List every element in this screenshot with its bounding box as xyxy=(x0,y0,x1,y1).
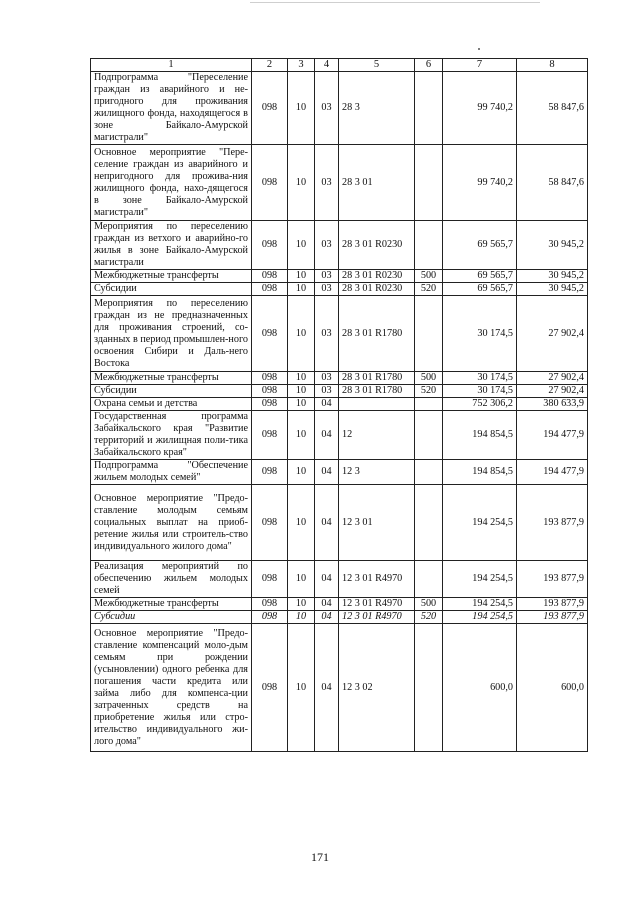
row-code-cell: 098 xyxy=(252,283,288,296)
row-amount-cell: 194 854,5 xyxy=(443,460,517,485)
scan-artifact-dot xyxy=(478,48,480,50)
row-subsection-cell: 04 xyxy=(315,561,339,598)
row-code-cell: 098 xyxy=(252,145,288,221)
row-amount-cell: 30 945,2 xyxy=(517,283,588,296)
row-code-cell: 098 xyxy=(252,624,288,752)
row-expense-type-cell xyxy=(415,72,443,145)
row-target-cell: 28 3 01 R1780 xyxy=(339,385,415,398)
table-row xyxy=(91,624,588,752)
row-section-cell: 10 xyxy=(288,411,315,460)
row-target-cell: 28 3 01 xyxy=(339,145,415,221)
row-subsection-cell: 03 xyxy=(315,145,339,221)
row-amount-cell: 99 740,2 xyxy=(443,72,517,145)
row-subsection-cell: 04 xyxy=(315,485,339,561)
table-row xyxy=(91,598,588,611)
row-expense-type-cell xyxy=(415,145,443,221)
table-row xyxy=(91,460,588,485)
row-amount-cell: 30 945,2 xyxy=(517,270,588,283)
row-section-cell: 10 xyxy=(288,372,315,385)
row-subsection-cell: 03 xyxy=(315,283,339,296)
row-name-cell: Мероприятия по переселению граждан из не предназначенных для проживания строений, со-зданных в период промышлен-ного освоения Сибири и Даль-него Востока xyxy=(91,296,252,372)
table-row xyxy=(91,296,588,372)
row-subsection-cell: 03 xyxy=(315,385,339,398)
row-name-cell: Субсидии xyxy=(91,385,252,398)
row-target-cell: 28 3 01 R0230 xyxy=(339,270,415,283)
row-amount-cell: 30 945,2 xyxy=(517,221,588,270)
row-section-cell: 10 xyxy=(288,485,315,561)
row-code-cell: 098 xyxy=(252,460,288,485)
table-row xyxy=(91,398,588,411)
row-name-cell: Реализация мероприятий по обеспечению жильем молодых семей xyxy=(91,561,252,598)
row-section-cell: 10 xyxy=(288,385,315,398)
row-name-cell: Основное мероприятие "Предо-ставление компенсаций моло-дым семьям при рождении (усыновлении) одного ребенка для погашения части кредита или займа либо для компенса-ции затраченных средств на приобретение жилья или стро-ительство индивидуального жи-лого дома" xyxy=(91,624,252,752)
row-amount-cell: 194 254,5 xyxy=(443,561,517,598)
row-code-cell: 098 xyxy=(252,561,288,598)
row-target-cell: 12 xyxy=(339,411,415,460)
row-code-cell: 098 xyxy=(252,611,288,624)
page-number: 171 xyxy=(311,850,329,864)
row-expense-type-cell xyxy=(415,460,443,485)
row-amount-cell: 193 877,9 xyxy=(517,485,588,561)
scan-artifact-line xyxy=(250,2,540,3)
row-name-cell: Подпрограмма "Обеспечение жильем молодых семей" xyxy=(91,460,252,485)
header-cell: 2 xyxy=(252,59,288,72)
row-amount-cell: 30 174,5 xyxy=(443,385,517,398)
row-section-cell: 10 xyxy=(288,270,315,283)
row-expense-type-cell: 520 xyxy=(415,611,443,624)
row-target-cell: 28 3 01 R1780 xyxy=(339,372,415,385)
row-code-cell: 098 xyxy=(252,398,288,411)
row-expense-type-cell: 500 xyxy=(415,598,443,611)
row-amount-cell: 193 877,9 xyxy=(517,611,588,624)
row-name-cell: Межбюджетные трансферты xyxy=(91,598,252,611)
row-amount-cell: 27 902,4 xyxy=(517,296,588,372)
row-amount-cell: 600,0 xyxy=(517,624,588,752)
row-expense-type-cell xyxy=(415,624,443,752)
row-section-cell: 10 xyxy=(288,561,315,598)
row-amount-cell: 194 477,9 xyxy=(517,460,588,485)
row-amount-cell: 194 254,5 xyxy=(443,611,517,624)
row-section-cell: 10 xyxy=(288,296,315,372)
table-row xyxy=(91,385,588,398)
row-amount-cell: 380 633,9 xyxy=(517,398,588,411)
row-name-cell: Основное мероприятие "Пере-селение граждан из аварийного и непригодного для прожива-ния жилищного фонда, нахо-дящегося в зоне Байкало-Амурской магистрали" xyxy=(91,145,252,221)
row-target-cell: 12 3 xyxy=(339,460,415,485)
budget-table xyxy=(90,58,588,752)
row-subsection-cell: 04 xyxy=(315,611,339,624)
row-name-cell: Подпрограмма "Переселение граждан из аварийного и не-пригодного для проживания жилищного фонда, находящегося в зоне Байкало-Амурской магистрали" xyxy=(91,72,252,145)
row-code-cell: 098 xyxy=(252,221,288,270)
row-section-cell: 10 xyxy=(288,624,315,752)
table-row xyxy=(91,283,588,296)
row-amount-cell: 27 902,4 xyxy=(517,385,588,398)
row-subsection-cell: 04 xyxy=(315,460,339,485)
row-subsection-cell: 04 xyxy=(315,411,339,460)
row-expense-type-cell: 500 xyxy=(415,372,443,385)
row-section-cell: 10 xyxy=(288,611,315,624)
row-target-cell: 28 3 01 R0230 xyxy=(339,283,415,296)
row-section-cell: 10 xyxy=(288,460,315,485)
row-target-cell: 28 3 01 R0230 xyxy=(339,221,415,270)
row-subsection-cell: 03 xyxy=(315,72,339,145)
row-subsection-cell: 04 xyxy=(315,598,339,611)
table-row xyxy=(91,561,588,598)
row-amount-cell: 600,0 xyxy=(443,624,517,752)
row-amount-cell: 193 877,9 xyxy=(517,598,588,611)
table-row xyxy=(91,145,588,221)
row-amount-cell: 194 854,5 xyxy=(443,411,517,460)
row-target-cell: 12 3 01 R4970 xyxy=(339,598,415,611)
row-subsection-cell: 03 xyxy=(315,270,339,283)
row-expense-type-cell xyxy=(415,561,443,598)
row-code-cell: 098 xyxy=(252,372,288,385)
row-name-cell: Основное мероприятие "Предо-ставление молодым семьям социальных выплат на приоб-ретение жилья или строитель-ство индивидуального жилого дома" xyxy=(91,485,252,561)
row-amount-cell: 58 847,6 xyxy=(517,72,588,145)
row-section-cell: 10 xyxy=(288,598,315,611)
row-expense-type-cell xyxy=(415,296,443,372)
row-section-cell: 10 xyxy=(288,283,315,296)
row-amount-cell: 30 174,5 xyxy=(443,372,517,385)
row-subsection-cell: 03 xyxy=(315,296,339,372)
row-amount-cell: 69 565,7 xyxy=(443,283,517,296)
row-amount-cell: 752 306,2 xyxy=(443,398,517,411)
row-name-cell: Субсидии xyxy=(91,283,252,296)
row-amount-cell: 193 877,9 xyxy=(517,561,588,598)
header-cell: 4 xyxy=(315,59,339,72)
table-row xyxy=(91,270,588,283)
row-name-cell: Межбюджетные трансферты xyxy=(91,372,252,385)
header-cell: 1 xyxy=(91,59,252,72)
header-cell: 5 xyxy=(339,59,415,72)
row-code-cell: 098 xyxy=(252,296,288,372)
row-amount-cell: 194 254,5 xyxy=(443,598,517,611)
row-subsection-cell: 03 xyxy=(315,221,339,270)
header-cell: 8 xyxy=(517,59,588,72)
row-code-cell: 098 xyxy=(252,598,288,611)
row-amount-cell: 69 565,7 xyxy=(443,221,517,270)
row-target-cell: 28 3 01 R1780 xyxy=(339,296,415,372)
row-amount-cell: 194 254,5 xyxy=(443,485,517,561)
row-name-cell: Межбюджетные трансферты xyxy=(91,270,252,283)
row-amount-cell: 30 174,5 xyxy=(443,296,517,372)
row-name-cell: Субсидии xyxy=(91,611,252,624)
header-cell: 3 xyxy=(288,59,315,72)
table-row xyxy=(91,485,588,561)
table-row xyxy=(91,411,588,460)
row-target-cell: 12 3 01 R4970 xyxy=(339,561,415,598)
row-target-cell: 12 3 02 xyxy=(339,624,415,752)
row-section-cell: 10 xyxy=(288,72,315,145)
row-target-cell: 28 3 xyxy=(339,72,415,145)
row-expense-type-cell: 520 xyxy=(415,385,443,398)
row-target-cell: 12 3 01 xyxy=(339,485,415,561)
row-code-cell: 098 xyxy=(252,72,288,145)
row-name-cell: Государственная программа Забайкальского края "Развитие территорий и жилищная поли-тика Забайкальского края" xyxy=(91,411,252,460)
table-row xyxy=(91,372,588,385)
row-amount-cell: 69 565,7 xyxy=(443,270,517,283)
table-row xyxy=(91,611,588,624)
row-expense-type-cell xyxy=(415,221,443,270)
row-target-cell xyxy=(339,398,415,411)
row-name-cell: Охрана семьи и детства xyxy=(91,398,252,411)
header-row xyxy=(91,59,588,72)
row-expense-type-cell xyxy=(415,411,443,460)
row-subsection-cell: 03 xyxy=(315,372,339,385)
row-target-cell: 12 3 01 R4970 xyxy=(339,611,415,624)
row-name-cell: Мероприятия по переселению граждан из ветхого и аварийно-го жилья в зоне Байкало-Амурской магистрали xyxy=(91,221,252,270)
row-amount-cell: 99 740,2 xyxy=(443,145,517,221)
row-expense-type-cell xyxy=(415,485,443,561)
row-expense-type-cell xyxy=(415,398,443,411)
row-amount-cell: 58 847,6 xyxy=(517,145,588,221)
row-expense-type-cell: 500 xyxy=(415,270,443,283)
table-row xyxy=(91,221,588,270)
row-code-cell: 098 xyxy=(252,485,288,561)
row-section-cell: 10 xyxy=(288,145,315,221)
row-code-cell: 098 xyxy=(252,411,288,460)
row-amount-cell: 194 477,9 xyxy=(517,411,588,460)
row-amount-cell: 27 902,4 xyxy=(517,372,588,385)
row-code-cell: 098 xyxy=(252,270,288,283)
header-cell: 7 xyxy=(443,59,517,72)
row-section-cell: 10 xyxy=(288,221,315,270)
row-section-cell: 10 xyxy=(288,398,315,411)
row-subsection-cell: 04 xyxy=(315,398,339,411)
row-subsection-cell: 04 xyxy=(315,624,339,752)
row-expense-type-cell: 520 xyxy=(415,283,443,296)
header-cell: 6 xyxy=(415,59,443,72)
row-code-cell: 098 xyxy=(252,385,288,398)
table-row xyxy=(91,72,588,145)
